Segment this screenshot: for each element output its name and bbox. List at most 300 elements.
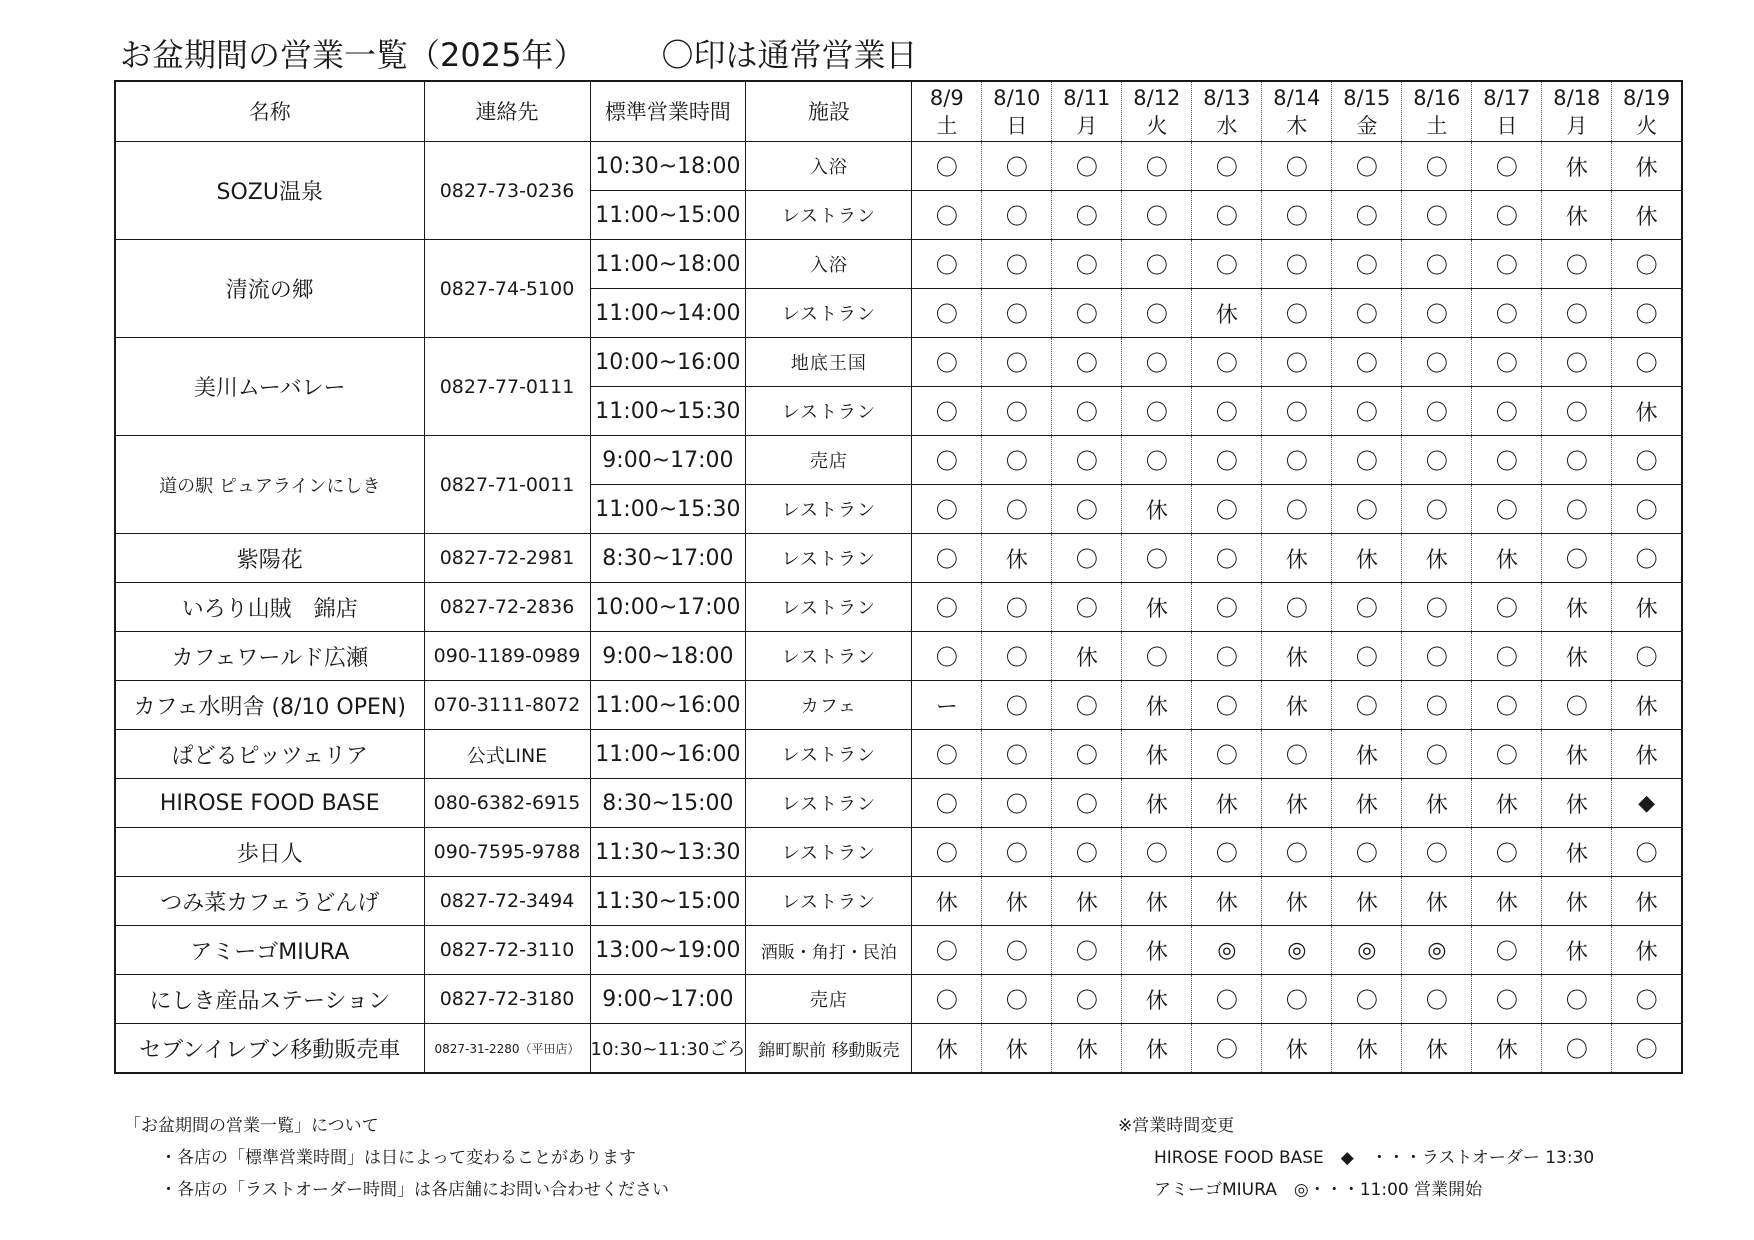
table-row bbox=[115, 926, 1682, 975]
day-status: 休 bbox=[1542, 632, 1612, 681]
header-date bbox=[1472, 81, 1542, 142]
header-weekday-label: 日 bbox=[1006, 113, 1028, 138]
day-status: 〇 bbox=[1262, 583, 1332, 632]
day-status: 休 bbox=[1192, 779, 1262, 828]
store-phone: 0827-72-3110 bbox=[424, 926, 590, 975]
store-phone: 090-1189-0989 bbox=[424, 632, 590, 681]
day-status: 〇 bbox=[912, 485, 982, 534]
day-status: 〇 bbox=[1332, 338, 1402, 387]
day-status: 〇 bbox=[1542, 436, 1612, 485]
day-status: 〇 bbox=[1122, 142, 1192, 191]
day-status: 〇 bbox=[982, 779, 1052, 828]
schedule-table bbox=[114, 80, 1683, 1074]
day-status: 〇 bbox=[1332, 485, 1402, 534]
store-name: カフェ水明舎 (8/10 OPEN) bbox=[115, 681, 424, 730]
store-phone: 090-7595-9788 bbox=[424, 828, 590, 877]
day-status: 〇 bbox=[982, 387, 1052, 436]
header-date-label: 8/14 bbox=[1273, 85, 1321, 110]
day-status: 〇 bbox=[1052, 828, 1122, 877]
store-name: 美川ムーバレー bbox=[115, 338, 424, 436]
day-status: 〇 bbox=[1052, 485, 1122, 534]
day-status: ◎ bbox=[1402, 926, 1472, 975]
day-status: 休 bbox=[1612, 191, 1682, 240]
day-status: 休 bbox=[982, 534, 1052, 583]
day-status: 〇 bbox=[1472, 975, 1542, 1024]
store-phone: 0827-31-2280（平田店） bbox=[424, 1024, 590, 1074]
day-status: 〇 bbox=[982, 240, 1052, 289]
day-status: 〇 bbox=[982, 681, 1052, 730]
store-hours: 11:00~15:00 bbox=[590, 191, 746, 240]
day-status: 〇 bbox=[1122, 240, 1192, 289]
day-status: 〇 bbox=[1402, 583, 1472, 632]
day-status: 〇 bbox=[1122, 191, 1192, 240]
header-hours: 標準営業時間 bbox=[590, 81, 746, 142]
store-facility: 錦町駅前 移動販売 bbox=[746, 1024, 912, 1074]
day-status: 休 bbox=[1472, 1024, 1542, 1074]
store-facility: 入浴 bbox=[746, 142, 912, 191]
store-hours: 9:00~17:00 bbox=[590, 436, 746, 485]
day-status: 休 bbox=[1192, 289, 1262, 338]
day-status: 〇 bbox=[1472, 142, 1542, 191]
day-status: 休 bbox=[1122, 1024, 1192, 1074]
title-legend: 〇印は通常営業日 bbox=[661, 36, 918, 74]
day-status: 休 bbox=[1192, 877, 1262, 926]
day-status: 〇 bbox=[1472, 681, 1542, 730]
notes-about-title: 「お盆期間の営業一覧」について bbox=[124, 1116, 379, 1136]
notes-about-item: ・各店の「標準営業時間」は日によって変わることがあります bbox=[160, 1148, 636, 1168]
day-status: 〇 bbox=[1542, 534, 1612, 583]
day-status: 休 bbox=[1052, 1024, 1122, 1074]
day-status: 〇 bbox=[1192, 240, 1262, 289]
day-status: 〇 bbox=[1332, 828, 1402, 877]
day-status: 休 bbox=[1542, 828, 1612, 877]
day-status: 〇 bbox=[1052, 681, 1122, 730]
day-status: 〇 bbox=[912, 289, 982, 338]
store-hours: 11:00~14:00 bbox=[590, 289, 746, 338]
store-name: 紫陽花 bbox=[115, 534, 424, 583]
day-status: 休 bbox=[1122, 730, 1192, 779]
store-phone: 080-6382-6915 bbox=[424, 779, 590, 828]
store-phone: 公式LINE bbox=[424, 730, 590, 779]
day-status: 〇 bbox=[1052, 534, 1122, 583]
header-row bbox=[115, 81, 1682, 142]
day-status: 〇 bbox=[1052, 779, 1122, 828]
store-facility: レストラン bbox=[746, 191, 912, 240]
day-status: 〇 bbox=[1472, 436, 1542, 485]
day-status: 〇 bbox=[1262, 387, 1332, 436]
table-row bbox=[115, 534, 1682, 583]
store-facility: レストラン bbox=[746, 485, 912, 534]
notes-about-item: ・各店の「ラストオーダー時間」は各店舗にお問い合わせください bbox=[160, 1180, 669, 1200]
store-hours: 9:00~18:00 bbox=[590, 632, 746, 681]
store-facility: 売店 bbox=[746, 436, 912, 485]
day-status: 〇 bbox=[1402, 681, 1472, 730]
store-facility: レストラン bbox=[746, 779, 912, 828]
store-phone: 0827-72-3180 bbox=[424, 975, 590, 1024]
day-status: 休 bbox=[1262, 877, 1332, 926]
day-status: 休 bbox=[1262, 1024, 1332, 1074]
notes-hours-change-item: HIROSE FOOD BASE ◆ ・・・ラストオーダー 13:30 bbox=[1154, 1148, 1595, 1168]
table-row bbox=[115, 240, 1682, 289]
store-hours: 10:00~16:00 bbox=[590, 338, 746, 387]
store-phone: 0827-72-2836 bbox=[424, 583, 590, 632]
header-date bbox=[1612, 81, 1682, 142]
day-status: 〇 bbox=[912, 730, 982, 779]
day-status: 〇 bbox=[1472, 289, 1542, 338]
day-status: 〇 bbox=[1192, 681, 1262, 730]
day-status: 休 bbox=[1262, 681, 1332, 730]
day-status: 休 bbox=[1262, 779, 1332, 828]
table-row bbox=[115, 142, 1682, 191]
day-status: 〇 bbox=[982, 926, 1052, 975]
day-status: 〇 bbox=[982, 485, 1052, 534]
day-status: 〇 bbox=[1262, 828, 1332, 877]
store-name: にしき産品ステーション bbox=[115, 975, 424, 1024]
day-status: 〇 bbox=[1262, 436, 1332, 485]
day-status: 〇 bbox=[1122, 289, 1192, 338]
day-status: 〇 bbox=[982, 730, 1052, 779]
day-status: ◆ bbox=[1612, 779, 1682, 828]
notes-about bbox=[124, 1110, 669, 1206]
header-weekday-label: 日 bbox=[1496, 113, 1518, 138]
store-facility: レストラン bbox=[746, 877, 912, 926]
header-date bbox=[1192, 81, 1262, 142]
day-status: 〇 bbox=[1472, 632, 1542, 681]
header-name: 名称 bbox=[115, 81, 424, 142]
day-status: 〇 bbox=[912, 926, 982, 975]
store-facility: レストラン bbox=[746, 730, 912, 779]
store-hours: 11:30~13:30 bbox=[590, 828, 746, 877]
day-status: 〇 bbox=[912, 338, 982, 387]
day-status: 〇 bbox=[1192, 338, 1262, 387]
day-status: 〇 bbox=[1192, 1024, 1262, 1074]
day-status: 〇 bbox=[1402, 436, 1472, 485]
header-date-label: 8/18 bbox=[1553, 85, 1601, 110]
day-status: 〇 bbox=[1192, 632, 1262, 681]
table-row bbox=[115, 730, 1682, 779]
store-hours: 8:30~15:00 bbox=[590, 779, 746, 828]
day-status: 休 bbox=[1612, 681, 1682, 730]
day-status: 〇 bbox=[1332, 975, 1402, 1024]
day-status: 休 bbox=[1472, 534, 1542, 583]
table-row bbox=[115, 583, 1682, 632]
day-status: 〇 bbox=[1472, 730, 1542, 779]
header-date-label: 8/13 bbox=[1203, 85, 1251, 110]
day-status: 〇 bbox=[1472, 191, 1542, 240]
store-name: セブンイレブン移動販売車 bbox=[115, 1024, 424, 1074]
day-status: 〇 bbox=[912, 191, 982, 240]
day-status: 〇 bbox=[912, 583, 982, 632]
header-date-label: 8/16 bbox=[1413, 85, 1461, 110]
day-status: 〇 bbox=[982, 436, 1052, 485]
day-status: 休 bbox=[1332, 779, 1402, 828]
day-status: 〇 bbox=[1332, 632, 1402, 681]
day-status: 〇 bbox=[1192, 975, 1262, 1024]
day-status: ◎ bbox=[1262, 926, 1332, 975]
table-row bbox=[115, 828, 1682, 877]
header-date-label: 8/17 bbox=[1483, 85, 1531, 110]
day-status: 〇 bbox=[1612, 534, 1682, 583]
day-status: 〇 bbox=[1192, 142, 1262, 191]
day-status: 〇 bbox=[982, 338, 1052, 387]
store-name: いろり山賊 錦店 bbox=[115, 583, 424, 632]
day-status: 〇 bbox=[1332, 387, 1402, 436]
day-status: 休 bbox=[1612, 877, 1682, 926]
day-status: 休 bbox=[1122, 583, 1192, 632]
table-row bbox=[115, 1024, 1682, 1074]
header-date bbox=[1262, 81, 1332, 142]
day-status: 〇 bbox=[1542, 975, 1612, 1024]
day-status: 〇 bbox=[1052, 191, 1122, 240]
notes-hours-change-item: アミーゴMIURA ◎・・・11:00 営業開始 bbox=[1154, 1180, 1483, 1200]
day-status: 休 bbox=[1542, 583, 1612, 632]
day-status: 〇 bbox=[912, 240, 982, 289]
day-status: 〇 bbox=[1612, 289, 1682, 338]
store-facility: レストラン bbox=[746, 534, 912, 583]
day-status: 〇 bbox=[1612, 485, 1682, 534]
day-status: 〇 bbox=[912, 632, 982, 681]
day-status: 〇 bbox=[912, 828, 982, 877]
header-date bbox=[1332, 81, 1402, 142]
day-status: 〇 bbox=[1472, 828, 1542, 877]
day-status: 〇 bbox=[1612, 1024, 1682, 1074]
day-status: 休 bbox=[1262, 632, 1332, 681]
store-name: 歩日人 bbox=[115, 828, 424, 877]
day-status: 〇 bbox=[982, 632, 1052, 681]
day-status: 〇 bbox=[1402, 730, 1472, 779]
day-status: 〇 bbox=[1052, 583, 1122, 632]
day-status: 〇 bbox=[1192, 387, 1262, 436]
day-status: 〇 bbox=[1192, 583, 1262, 632]
header-contact: 連絡先 bbox=[424, 81, 590, 142]
store-name: カフェワールド広瀬 bbox=[115, 632, 424, 681]
header-date-label: 8/12 bbox=[1133, 85, 1181, 110]
notes-hours-change-title: ※営業時間変更 bbox=[1118, 1116, 1235, 1136]
day-status: 〇 bbox=[1052, 926, 1122, 975]
day-status: 〇 bbox=[1192, 534, 1262, 583]
day-status: 〇 bbox=[982, 828, 1052, 877]
day-status: 休 bbox=[1402, 877, 1472, 926]
day-status: 休 bbox=[1472, 877, 1542, 926]
day-status: 〇 bbox=[1472, 338, 1542, 387]
day-status: 休 bbox=[1402, 779, 1472, 828]
day-status: 休 bbox=[1122, 779, 1192, 828]
day-status: 〇 bbox=[1332, 191, 1402, 240]
day-status: 〇 bbox=[912, 436, 982, 485]
page-title bbox=[120, 30, 917, 76]
day-status: 〇 bbox=[912, 779, 982, 828]
day-status: 〇 bbox=[1472, 240, 1542, 289]
day-status: 〇 bbox=[1542, 338, 1612, 387]
day-status: 〇 bbox=[1262, 240, 1332, 289]
day-status: 〇 bbox=[1612, 632, 1682, 681]
header-weekday-label: 土 bbox=[936, 113, 958, 138]
title-text: お盆期間の営業一覧（2025年） bbox=[120, 36, 586, 74]
day-status: ー bbox=[912, 681, 982, 730]
store-name: HIROSE FOOD BASE bbox=[115, 779, 424, 828]
store-phone: 0827-71-0011 bbox=[424, 436, 590, 534]
day-status: 休 bbox=[1122, 877, 1192, 926]
day-status: 〇 bbox=[912, 975, 982, 1024]
day-status: 〇 bbox=[1262, 191, 1332, 240]
store-phone: 0827-72-3494 bbox=[424, 877, 590, 926]
schedule-body bbox=[115, 142, 1682, 1074]
store-name: ぱどるピッツェリア bbox=[115, 730, 424, 779]
day-status: 〇 bbox=[1192, 828, 1262, 877]
day-status: 〇 bbox=[1122, 632, 1192, 681]
store-hours: 10:30~11:30ごろ bbox=[590, 1024, 746, 1074]
day-status: 休 bbox=[1122, 975, 1192, 1024]
header-weekday-label: 月 bbox=[1566, 113, 1588, 138]
day-status: 〇 bbox=[1542, 485, 1612, 534]
store-name: 清流の郷 bbox=[115, 240, 424, 338]
notes-hours-change bbox=[1118, 1110, 1594, 1206]
header-weekday-label: 火 bbox=[1146, 113, 1168, 138]
day-status: 〇 bbox=[1052, 975, 1122, 1024]
day-status: 休 bbox=[1122, 485, 1192, 534]
store-facility: 入浴 bbox=[746, 240, 912, 289]
day-status: 休 bbox=[1612, 387, 1682, 436]
header-date bbox=[1122, 81, 1192, 142]
day-status: 〇 bbox=[1612, 240, 1682, 289]
day-status: 〇 bbox=[1262, 289, 1332, 338]
header-date-label: 8/19 bbox=[1622, 85, 1671, 110]
day-status: 休 bbox=[1542, 877, 1612, 926]
day-status: 〇 bbox=[1122, 338, 1192, 387]
day-status: 〇 bbox=[1122, 828, 1192, 877]
store-facility: レストラン bbox=[746, 387, 912, 436]
day-status: 〇 bbox=[1472, 583, 1542, 632]
store-phone: 0827-77-0111 bbox=[424, 338, 590, 436]
header-date bbox=[1542, 81, 1612, 142]
day-status: 〇 bbox=[982, 191, 1052, 240]
day-status: 〇 bbox=[1052, 289, 1122, 338]
day-status: 〇 bbox=[1262, 975, 1332, 1024]
day-status: 休 bbox=[1402, 534, 1472, 583]
day-status: 休 bbox=[1612, 142, 1682, 191]
table-row bbox=[115, 632, 1682, 681]
day-status: 〇 bbox=[1332, 142, 1402, 191]
day-status: 〇 bbox=[1472, 926, 1542, 975]
store-name: SOZU温泉 bbox=[115, 142, 424, 240]
day-status: 〇 bbox=[1052, 338, 1122, 387]
day-status: 〇 bbox=[1122, 534, 1192, 583]
store-name: 道の駅 ピュアラインにしき bbox=[115, 436, 424, 534]
day-status: 〇 bbox=[1402, 828, 1472, 877]
table-row bbox=[115, 436, 1682, 485]
day-status: 〇 bbox=[982, 142, 1052, 191]
day-status: 〇 bbox=[1332, 289, 1402, 338]
store-hours: 11:00~16:00 bbox=[590, 681, 746, 730]
day-status: 〇 bbox=[1542, 681, 1612, 730]
header-weekday-label: 木 bbox=[1286, 113, 1308, 138]
day-status: 〇 bbox=[1192, 436, 1262, 485]
header-weekday-label: 金 bbox=[1356, 113, 1378, 138]
store-hours: 8:30~17:00 bbox=[590, 534, 746, 583]
header-weekday-label: 土 bbox=[1426, 113, 1448, 138]
day-status: 〇 bbox=[1542, 289, 1612, 338]
day-status: 〇 bbox=[1402, 387, 1472, 436]
day-status: ◎ bbox=[1192, 926, 1262, 975]
store-facility: レストラン bbox=[746, 828, 912, 877]
day-status: 休 bbox=[982, 1024, 1052, 1074]
store-name: つみ菜カフェうどんげ bbox=[115, 877, 424, 926]
day-status: 〇 bbox=[1402, 142, 1472, 191]
day-status: 休 bbox=[1542, 142, 1612, 191]
store-hours: 11:00~15:30 bbox=[590, 485, 746, 534]
day-status: 〇 bbox=[1332, 583, 1402, 632]
day-status: 〇 bbox=[1402, 975, 1472, 1024]
day-status: 〇 bbox=[1402, 485, 1472, 534]
day-status: 休 bbox=[1122, 926, 1192, 975]
day-status: 〇 bbox=[1122, 436, 1192, 485]
store-name: アミーゴMIURA bbox=[115, 926, 424, 975]
table-row bbox=[115, 338, 1682, 387]
table-row bbox=[115, 779, 1682, 828]
day-status: 〇 bbox=[982, 289, 1052, 338]
header-date-label: 8/10 bbox=[993, 85, 1041, 110]
day-status: 〇 bbox=[1052, 240, 1122, 289]
day-status: 〇 bbox=[1192, 485, 1262, 534]
day-status: 〇 bbox=[1262, 730, 1332, 779]
day-status: 休 bbox=[1612, 730, 1682, 779]
header-date-label: 8/9 bbox=[929, 85, 964, 110]
day-status: 休 bbox=[1472, 779, 1542, 828]
day-status: 〇 bbox=[1262, 142, 1332, 191]
day-status: 〇 bbox=[1332, 436, 1402, 485]
store-hours: 9:00~17:00 bbox=[590, 975, 746, 1024]
day-status: 休 bbox=[1542, 779, 1612, 828]
day-status: 〇 bbox=[1052, 387, 1122, 436]
day-status: 〇 bbox=[1542, 387, 1612, 436]
day-status: 〇 bbox=[1332, 240, 1402, 289]
day-status: 〇 bbox=[912, 142, 982, 191]
day-status: 〇 bbox=[1402, 191, 1472, 240]
day-status: 〇 bbox=[1472, 387, 1542, 436]
store-phone: 070-3111-8072 bbox=[424, 681, 590, 730]
store-phone: 0827-74-5100 bbox=[424, 240, 590, 338]
day-status: 休 bbox=[912, 1024, 982, 1074]
header-date bbox=[1052, 81, 1122, 142]
store-phone: 0827-73-0236 bbox=[424, 142, 590, 240]
day-status: 〇 bbox=[1402, 289, 1472, 338]
day-status: 休 bbox=[1402, 1024, 1472, 1074]
day-status: 〇 bbox=[912, 387, 982, 436]
header-date bbox=[982, 81, 1052, 142]
store-hours: 11:00~16:00 bbox=[590, 730, 746, 779]
day-status: 休 bbox=[1122, 681, 1192, 730]
store-facility: カフェ bbox=[746, 681, 912, 730]
day-status: 休 bbox=[1332, 534, 1402, 583]
store-hours: 10:30~18:00 bbox=[590, 142, 746, 191]
day-status: 〇 bbox=[982, 975, 1052, 1024]
day-status: 休 bbox=[912, 877, 982, 926]
day-status: 〇 bbox=[1542, 1024, 1612, 1074]
day-status: 〇 bbox=[1402, 632, 1472, 681]
header-date bbox=[912, 81, 982, 142]
day-status: 休 bbox=[1262, 534, 1332, 583]
day-status: 休 bbox=[1612, 926, 1682, 975]
store-phone: 0827-72-2981 bbox=[424, 534, 590, 583]
header-facility: 施設 bbox=[746, 81, 912, 142]
day-status: 〇 bbox=[1472, 485, 1542, 534]
day-status: 休 bbox=[1332, 877, 1402, 926]
day-status: 〇 bbox=[1612, 436, 1682, 485]
store-facility: 酒販・角打・民泊 bbox=[746, 926, 912, 975]
header-weekday-label: 火 bbox=[1636, 113, 1658, 138]
day-status: 休 bbox=[1612, 583, 1682, 632]
day-status: 〇 bbox=[1052, 436, 1122, 485]
